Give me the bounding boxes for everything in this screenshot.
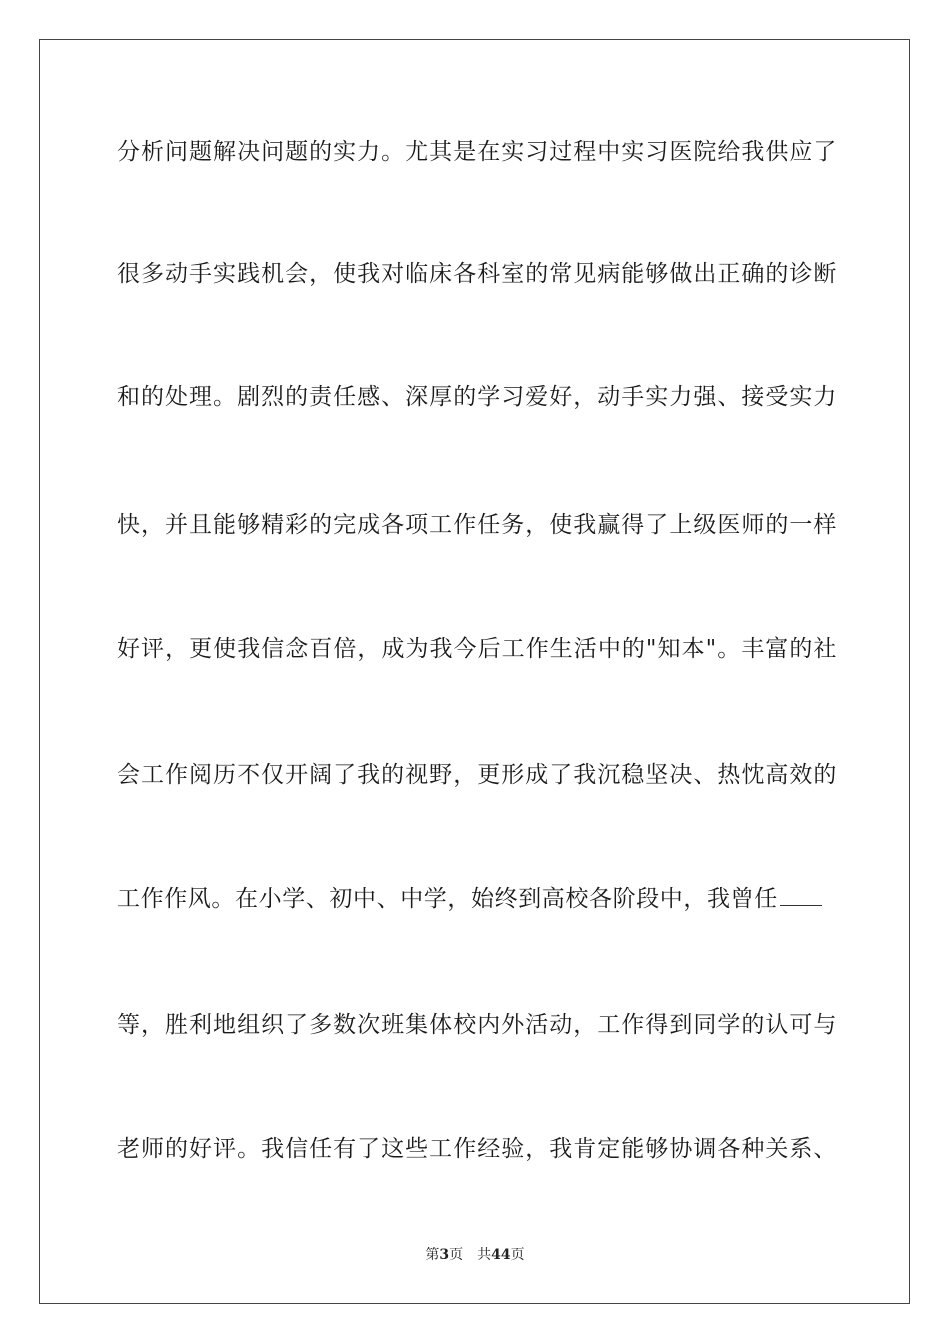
text-line-3: 和的处理。剧烈的责任感、深厚的学习爱好，动手实力强、接受实力 <box>117 384 837 410</box>
page-number: 3 <box>439 1247 450 1263</box>
total-label-prefix: 共 <box>477 1247 492 1263</box>
text-line-7-content: 工作作风。在小学、初中、中学，始终到高校各阶段中，我曾任 <box>117 886 778 912</box>
total-label-suffix: 页 <box>510 1247 525 1263</box>
page-label-suffix: 页 <box>449 1247 464 1263</box>
total-pages: 44 <box>491 1247 511 1263</box>
page-border <box>39 39 910 1304</box>
text-line-7 <box>117 884 837 914</box>
text-line-5: 好评，更使我信念百倍，成为我今后工作生活中的"知本"。丰富的社 <box>117 636 837 662</box>
text-line-9: 老师的好评。我信任有了这些工作经验，我肯定能够协调各种关系、 <box>117 1136 837 1162</box>
page-footer <box>0 1246 950 1264</box>
text-line-8: 等，胜利地组织了多数次班集体校内外活动，工作得到同学的认可与 <box>117 1012 837 1038</box>
fill-in-blank <box>780 885 822 906</box>
text-line-2: 很多动手实践机会，使我对临床各科室的常见病能够做出正确的诊断 <box>117 261 837 287</box>
text-line-1: 分析问题解决问题的实力。尤其是在实习过程中实习医院给我供应了 <box>117 139 837 165</box>
text-line-6: 会工作阅历不仅开阔了我的视野，更形成了我沉稳坚决、热忱高效的 <box>117 762 837 788</box>
text-line-4: 快，并且能够精彩的完成各项工作任务，使我赢得了上级医师的一样 <box>117 512 837 538</box>
page-label-prefix: 第 <box>425 1247 440 1263</box>
